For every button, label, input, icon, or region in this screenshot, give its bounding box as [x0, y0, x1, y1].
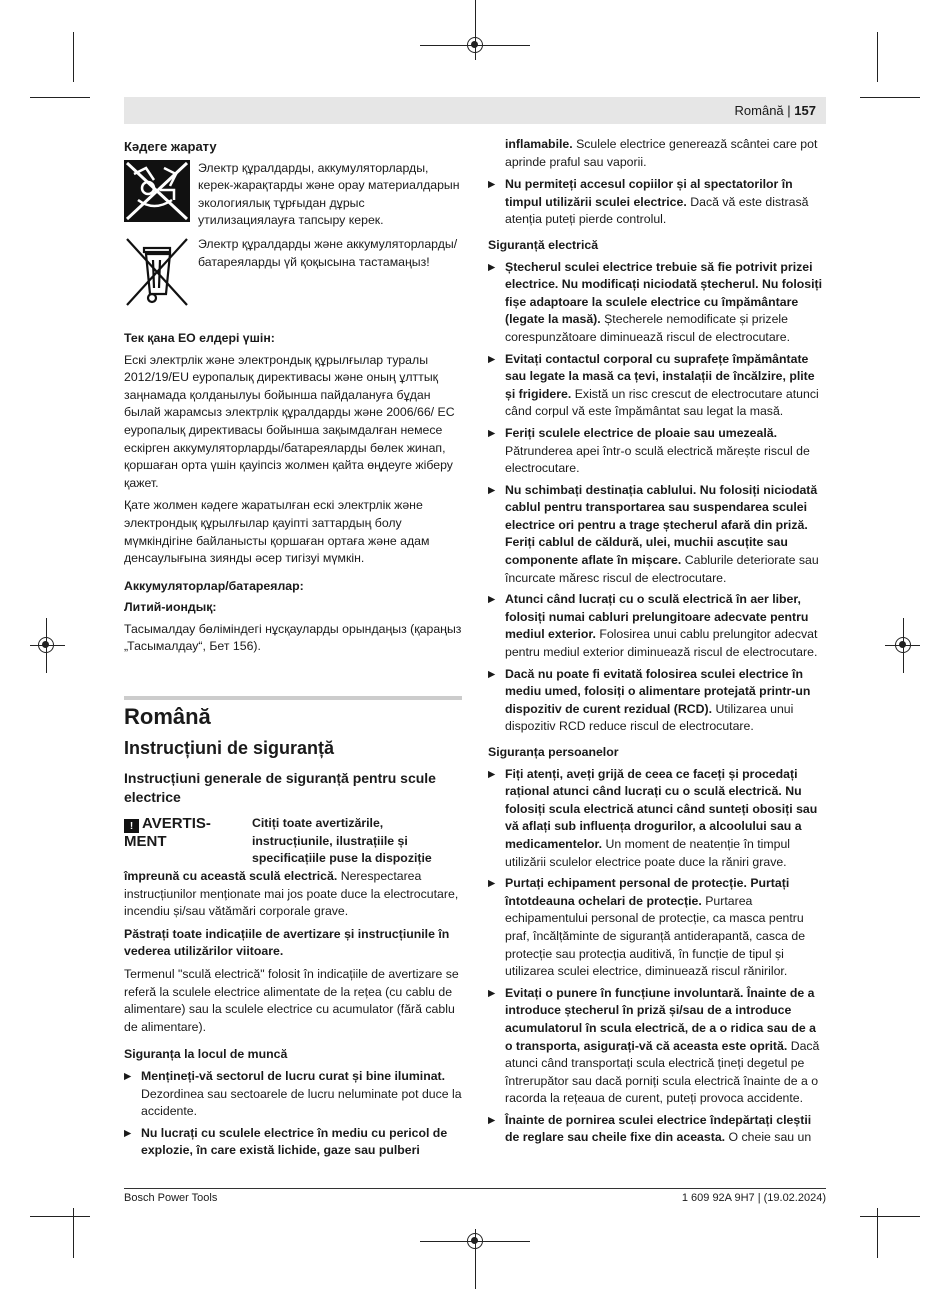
right-column — [488, 136, 826, 1151]
bullet-text: Purtarea echipamentului personal de protecție, ca masca pentru praf, încălțăminte de siguranță antiderapantă, casca de protecție sau protecția auditivă, în funcție de tipul și utilizarea sculei electrice, diminuează riscul rănirilor. — [505, 893, 806, 979]
warning-block — [124, 815, 462, 868]
bullet-bold: Feriți sculele electrice de ploaie sau umezeală. — [505, 425, 778, 440]
bullet-text: Dacă atunci când transportați scula electrică țineți degetul pe întrerupător sau dacă porniți scula electrică înainte de a o racorda la rețeaua de curent, puteți provoca accidente. — [505, 1038, 820, 1106]
header-separator: | — [787, 103, 791, 118]
bullet-text: O cheie sau un — [728, 1130, 812, 1145]
language-title: Română — [124, 704, 211, 730]
bullet-bold: Mențineți-vă sectorul de lucru curat și bine iluminat. — [141, 1068, 446, 1083]
bullet-bold: Ștecherul sculei electrice trebuie să fie potrivit prizei electrice. Nu modificați niciodată ștecherul. Nu folosiți fișe adaptoare la sculele electrice cu împământare (legate la masă). — [505, 259, 823, 327]
page-header — [124, 97, 826, 124]
warning-bold-continuation: împreună cu această sculă electrică. — [124, 869, 338, 884]
bullet-bold: Evitați contactul corporal cu suprafețe împământate sau legate la masă ca țevi, instalații de încălzire, plite și frigidere. — [505, 351, 815, 401]
safety-title: Instrucțiuni de siguranță — [124, 737, 335, 758]
batteries-heading: Аккумуляторлар/батареялар: — [124, 578, 304, 593]
list-item — [488, 259, 826, 347]
bullet-text: Cablurile deteriorate sau încurcate măresc riscul de electrocutare. — [505, 553, 819, 585]
footer-rule — [124, 1188, 826, 1189]
personal-safety-heading: Siguranța persoanelor — [488, 745, 619, 759]
language-separator — [124, 696, 462, 700]
list-item — [488, 1112, 826, 1147]
warning-continuation — [124, 868, 462, 921]
page-number: 157 — [794, 103, 816, 118]
bullet-text: Sculele electrice generează scântei care pot aprinde praful sau vaporii. — [505, 137, 818, 169]
recycling-symbol-icon — [124, 160, 190, 222]
list-item — [488, 425, 826, 478]
list-item — [124, 1068, 462, 1121]
registration-mark — [467, 37, 483, 53]
crop-mark — [860, 1216, 920, 1217]
header-language: Română — [734, 103, 784, 118]
registration-mark — [895, 637, 911, 653]
bullet-bold: Înainte de pornirea sculei electrice îndepărtați cleștii de reglare sau cheile fixe din aceasta. — [505, 1112, 812, 1145]
bullet-bold: Nu lucrați cu sculele electrice în mediu cu pericol de explozie, în care există lichide, gaze sau pulberi — [141, 1125, 448, 1158]
bullet-text: Dezordinea sau sectoarele de lucru neluminate pot duce la accidente. — [141, 1086, 462, 1119]
general-safety-title: Instrucțiuni generale de siguranță pentru scule electrice — [124, 770, 436, 806]
registration-mark — [467, 1233, 483, 1249]
list-item — [488, 176, 826, 229]
list-item — [488, 766, 826, 872]
bullet-text: Utilizarea unui dispozitiv RCD reduce riscul de electrocutare. — [505, 701, 794, 734]
footer-brand: Bosch Power Tools — [124, 1192, 218, 1204]
continued-item — [488, 136, 826, 171]
bullet-bold: Fiți atenți, aveți grijă de ceea ce faceți și procedați rațional atunci când lucrați cu o sculă electrică. Nu folosiți scula electrică atunci când sunteți obosiți sau vă aflați sub influența drogurilor, a alcoolului sau a medicamentelor. — [505, 766, 818, 851]
warning-label-text: AVERTIS-MENT — [124, 815, 211, 851]
crop-mark — [73, 32, 74, 82]
list-item — [488, 875, 826, 981]
crop-mark — [877, 32, 878, 82]
warning-triangle-icon: ! — [124, 819, 139, 833]
bullet-text: Există un risc crescut de electrocutare atunci când corpul vă este împământat sau legat la masă. — [505, 386, 819, 419]
crop-mark — [30, 1216, 90, 1217]
bullet-text: Ștecherele nemodificate și prizele corespunzătoare diminuează riscul de electrocutare. — [505, 312, 791, 344]
disposal-row-1 — [124, 160, 462, 230]
eu-paragraph-1: Ескі электрлік және электрондық құрылғылар туралы 2012/19/EU еуропалық директивасы және оның ұлттық заңнамада қолданылуы бойынша пайдалануға бұдан былай жарамсыз электрлік құралдарды және 2006/66/ EC еуропалық директивасы бойынша зақымдалған немесе ескірген аккумуляторларды/батареяларды бөлек жинап, қоршаған орта үшін қауіпсіз жолмен қайта өңдеуге жіберу қажет. — [124, 352, 455, 490]
header-text — [735, 103, 816, 118]
eu-paragraph-2: Қате жолмен кәдеге жаратылған ескі электрлік және электрондық құрылғылар қауіпті заттардың болу мүмкіндігіне байланысты қоршаған ортаға және адам денсаулығына зиянды әсер тигізуі мүмкін. — [124, 498, 430, 566]
bullet-text: Pătrunderea apei într-o sculă electrică mărește riscul de electrocutare. — [505, 443, 810, 476]
bullet-bold: Evitați o punere în funcțiune involuntară. Înainte de a introduce ștecherul în priză și/sau de a introduce acumulatorul în scula electrică, de a o ridica sau de a o transporta, asigurați-vă că aceasta este oprită. — [505, 985, 816, 1053]
list-item — [488, 351, 826, 421]
left-column — [124, 138, 462, 1164]
workplace-heading: Siguranța la locul de muncă — [124, 1047, 288, 1062]
keep-instructions: Păstrați toate indicațiile de avertizare și instrucțiunile în vederea utilizărilor viitoare. — [124, 926, 450, 959]
footer-doc-code: 1 609 92A 9H7 | (19.02.2024) — [681, 1192, 826, 1204]
bullet-bold: Nu permiteți accesul copiilor și al spectatorilor în timpul utilizării sculei electrice. — [505, 177, 793, 209]
list-item — [488, 985, 826, 1108]
disposal-row-2 — [124, 236, 462, 308]
crop-mark — [860, 97, 920, 98]
warning-bold-text: Citiți toate avertizările, instrucțiunile, ilustrațiile și specificațiile puse la dispoziție — [252, 816, 432, 866]
lithium-heading: Литий-иондық: — [124, 600, 217, 615]
list-item — [488, 482, 826, 588]
bullet-bold: Purtați echipament personal de protecție. Purtați întotdeauna ochelari de protecție. — [505, 876, 790, 908]
disposal-text-2: Электр құралдарды және аккумуляторларды/батареяларды үй қоқысына тастамаңыз! — [198, 236, 458, 269]
disposal-text-1: Электр құралдарды, аккумуляторларды, керек-жарақтарды және орау материалдарын экологиялық тұрғыдан дұрыс утилизациялауға тапсыру керек. — [198, 160, 460, 228]
warning-label — [124, 815, 252, 868]
bullet-bold: inflamabile. — [505, 137, 573, 151]
list-item — [124, 1125, 462, 1160]
eu-heading: Тек қана ЕО елдері үшін: — [124, 330, 275, 345]
disposal-heading: Кәдеге жарату — [124, 139, 217, 154]
registration-mark — [38, 637, 54, 653]
bullet-bold: Nu schimbați destinația cablului. Nu folosiți niciodată cablul pentru transportarea sau suspendarea sculei electrice ori pentru a trage ștecherul afară din priză. Feriți cablul de căldură, ulei, muchii ascuțite sau componente aflate în mișcare. — [505, 482, 818, 568]
crossed-wheelie-bin-icon — [124, 236, 190, 308]
bullet-bold: Dacă nu poate fi evitată folosirea sculei electrice în mediu umed, folosiți o alimentare protejată printr-un dispozitiv de curent rezidual (RCD). — [505, 666, 811, 716]
electric-safety-heading: Siguranță electrică — [488, 237, 599, 252]
lithium-paragraph: Тасымалдау бөліміндегі нұсқауларды орындаңыз (қараңыз „Тасымалдау“, Бет 156). — [124, 621, 462, 654]
list-item — [488, 666, 826, 736]
bullet-text: Dacă vă este distrasă atenția puteți pierde controlul. — [505, 194, 809, 227]
bullet-text: Folosirea unui cablu prelungitor adecvat pentru mediul exterior diminuează riscul de electrocutare. — [505, 627, 818, 660]
bullet-text: Un moment de neatenție în timpul utilizării sculelor electrice poate duce la răniri grave. — [505, 836, 791, 869]
crop-mark — [30, 97, 90, 98]
term-paragraph: Termenul "sculă electrică" folosit în indicațiile de avertizare se referă la sculele electrice alimentate de la rețea (cu cablu de alimentare) sau la sculele electrice cu acumulator (fără cablu de alimentare). — [124, 967, 459, 1034]
warning-normal-text: Nerespectarea instrucțiunilor menționate mai jos poate duce la electrocutare, incendiu și/sau vătămări corporale grave. — [124, 869, 459, 919]
list-item — [488, 591, 826, 661]
bullet-bold: Atunci când lucrați cu o sculă electrică în aer liber, folosiți numai cabluri prelungitoare adecvate pentru mediul exterior. — [505, 592, 809, 642]
